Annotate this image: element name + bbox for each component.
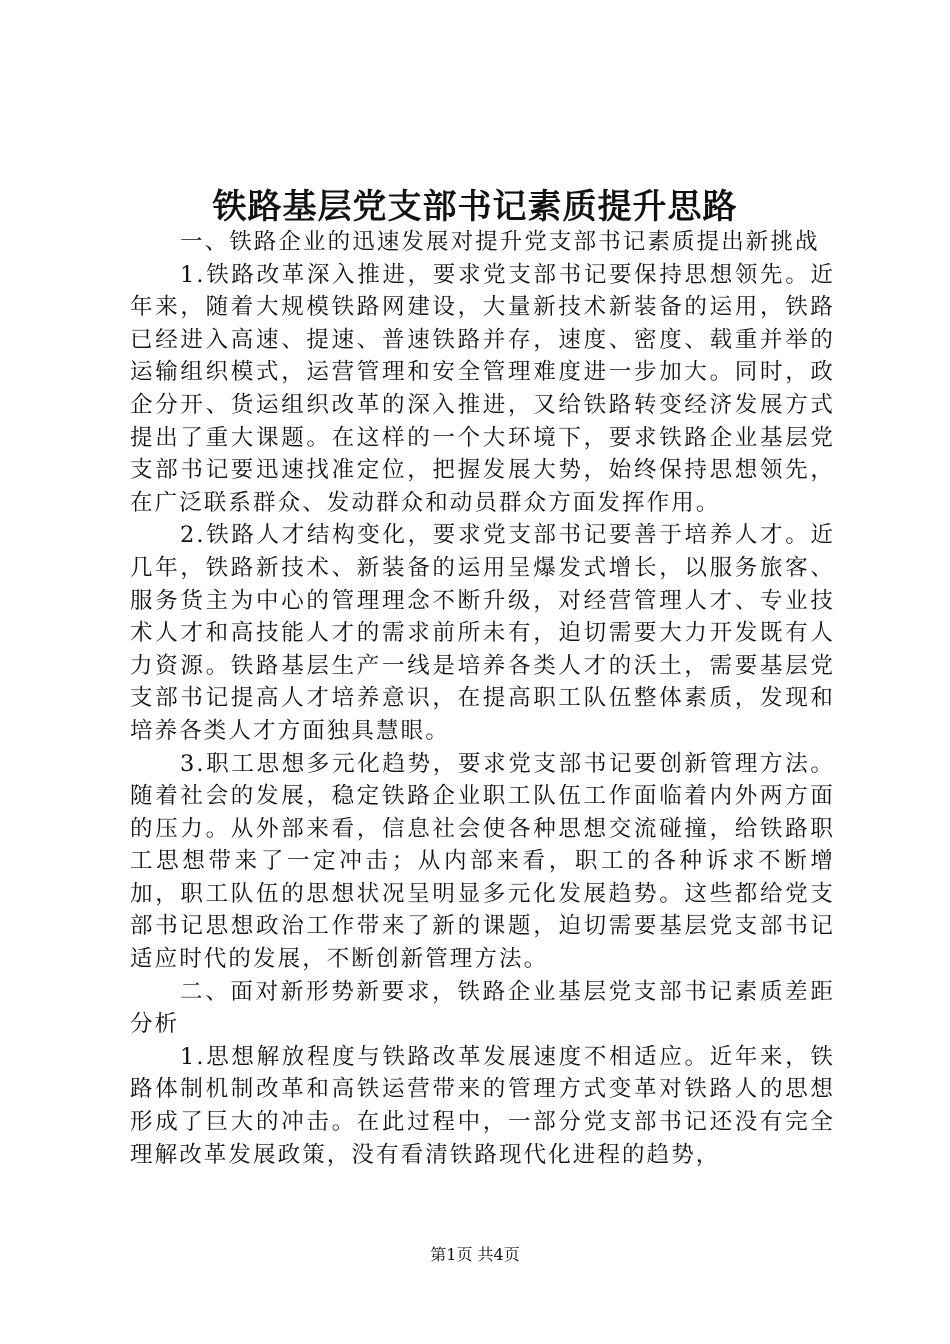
paragraph-diversity: 3.职工思想多元化趋势，要求党支部书记要创新管理方法。随着社会的发展，稳定铁路企业职工队伍工作面临着内外两方面的压力。从外部来看，信息社会使各种思想交流碰撞，给铁路职工思想带来了一定冲击；从内部来看，职工的各种诉求不断增加，职工队伍的思想状况呈明显多元化发展趋势。这些都给党支部书记思想政治工作带来了新的课题，迫切需要基层党支部书记适应时代的发展，不断创新管理方法。: [130, 750, 835, 973]
document-title: 铁路基层党支部书记素质提升思路: [212, 187, 738, 227]
document-body: [130, 226, 835, 1171]
page-number-footer: 第1页 共4页: [430, 1245, 520, 1264]
paragraph-liberation: 1.思想解放程度与铁路改革发展速度不相适应。近年来，铁路体制机制改革和高铁运营带来的管理方式变革对铁路人的思想形成了巨大的冲击。在此过程中，一部分党支部书记还没有完全理解改革发展政策，没有看清铁路现代化进程的趋势，: [130, 1043, 835, 1168]
paragraph-reform: 1.铁路改革深入推进，要求党支部书记要保持思想领先。近年来，随着大规模铁路网建设，大量新技术新装备的运用，铁路已经进入高速、提速、普速铁路并存，速度、密度、载重并举的运输组织模式，运营管理和安全管理难度进一步加大。同时，政企分开、货运组织改革的深入推进，又给铁路转变经济发展方式提出了重大课题。在这样的一个大环境下，要求铁路企业基层党支部书记要迅速找准定位，把握发展大势，始终保持思想领先，在广泛联系群众、发动群众和动员群众方面发挥作用。: [130, 261, 835, 516]
paragraph-talent: 2.铁路人才结构变化，要求党支部书记要善于培养人才。近几年，铁路新技术、新装备的运用呈爆发式增长，以服务旅客、服务货主为中心的管理理念不断升级，对经营管理人才、专业技术人才和高技能人才的需求前所未有，迫切需要大力开发既有人力资源。铁路基层生产一线是培养各类人才的沃土，需要基层党支部书记提高人才培养意识，在提高职工队伍整体素质，发现和培养各类人才方面独具慧眼。: [130, 522, 835, 744]
section-heading-2: 二、面对新形势新要求，铁路企业基层党支部书记素质差距分析: [130, 978, 835, 1038]
section-heading-1: 一、铁路企业的迅速发展对提升党支部书记素质提出新挑战: [180, 229, 820, 255]
